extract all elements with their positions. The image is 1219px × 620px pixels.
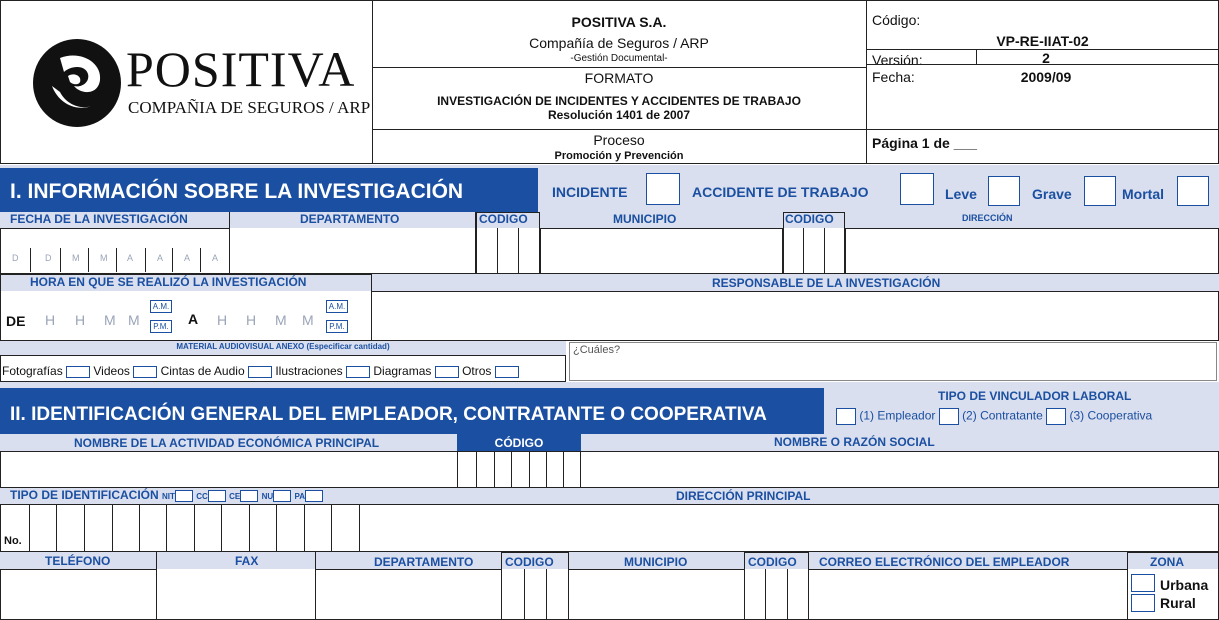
departamento-field[interactable]: [229, 212, 476, 274]
date-sep-6: [172, 248, 173, 272]
razon-field[interactable]: [580, 451, 1219, 488]
cuales-label: ¿Cuáles?: [573, 344, 621, 356]
positiva-logo-icon: [30, 36, 124, 130]
proceso-label: Proceso: [593, 132, 645, 148]
direccion-field[interactable]: [845, 228, 1219, 274]
time1-h2: H: [75, 312, 86, 328]
codigo2-field[interactable]: [783, 212, 845, 274]
diagramas-label: Diagramas: [373, 364, 432, 378]
time1-pm[interactable]: P.M.: [150, 320, 172, 333]
nu-checkbox[interactable]: [273, 490, 291, 502]
version-underline: [866, 64, 1219, 65]
time2-m2: M: [302, 312, 314, 328]
hora-field[interactable]: [0, 274, 372, 341]
time1-h1: H: [45, 312, 56, 328]
pagina-label: Página 1 de ___: [872, 135, 978, 151]
tipo-id-header: TIPO DE IDENTIFICACIÓN: [10, 488, 159, 502]
date-char-d2: D: [45, 253, 52, 263]
material-row: [2, 364, 519, 378]
id-sep-6: [166, 504, 167, 552]
videos-label: Videos: [93, 364, 130, 378]
codigo3-s2-sep-2: [787, 569, 788, 620]
grave-checkbox[interactable]: [1084, 176, 1116, 206]
tipo-vinc-row: [836, 408, 1152, 425]
id-number-field[interactable]: [0, 504, 360, 552]
codigo2-sep-2: [824, 228, 825, 274]
municipio-header: MUNICIPIO: [613, 212, 677, 226]
id-sep-1: [29, 504, 30, 552]
id-sep-2: [56, 504, 57, 552]
date-char-a1: A: [127, 253, 134, 263]
formato-label: FORMATO: [584, 70, 654, 86]
zona-header: ZONA: [1150, 555, 1184, 569]
cuales-field[interactable]: [569, 342, 1217, 381]
id-sep-5: [139, 504, 140, 552]
version-value: 2: [1042, 50, 1050, 66]
fecha-label: Fecha:: [872, 69, 915, 85]
fecha-value: 2009/09: [1020, 69, 1072, 85]
otros-count[interactable]: [495, 366, 519, 378]
nit-checkbox[interactable]: [175, 490, 193, 502]
date-char-a2: A: [157, 253, 164, 263]
contratante-checkbox[interactable]: [939, 408, 959, 425]
pa-label: PA: [294, 492, 306, 501]
grave-label: Grave: [1032, 186, 1072, 202]
hora-header: HORA EN QUE SE REALIZÓ LA INVESTIGACIÓN: [30, 275, 307, 289]
videos-count[interactable]: [133, 366, 157, 378]
codigo-sep-1: [497, 228, 498, 274]
id-sep-11: [304, 504, 305, 552]
codigo-s2-sep-1: [476, 451, 477, 488]
date-chars: [0, 248, 230, 272]
ilustraciones-label: Ilustraciones: [275, 364, 343, 378]
codigo3-s2-field[interactable]: [744, 552, 809, 620]
gestion-documental: -Gestión Documental-: [570, 53, 668, 64]
ce-label: CE: [229, 492, 241, 501]
header-hline-2: [372, 129, 1219, 130]
id-sep-7: [194, 504, 195, 552]
codigo-s2-sep-2: [494, 451, 495, 488]
codigo-value: VP-RE-IIAT-02: [996, 33, 1089, 49]
accidente-label: ACCIDENTE DE TRABAJO: [692, 184, 869, 200]
diagramas-count[interactable]: [435, 366, 459, 378]
cintas-label: Cintas de Audio: [160, 364, 245, 378]
id-sep-8: [221, 504, 222, 552]
fotografias-count[interactable]: [66, 366, 90, 378]
mortal-checkbox[interactable]: [1177, 176, 1209, 206]
contratante-label: (2) Contratante: [962, 408, 1043, 423]
departamento-header: DEPARTAMENTO: [300, 212, 400, 226]
date-char-a4: A: [212, 253, 219, 263]
no-label: No.: [4, 535, 22, 547]
telefono-field[interactable]: [0, 569, 157, 620]
form-title: INVESTIGACIÓN DE INCIDENTES Y ACCIDENTES DE TRABAJO: [437, 94, 801, 108]
codigo-field[interactable]: [476, 212, 540, 274]
date-sep-3: [88, 248, 89, 272]
date-sep-1: [30, 248, 31, 272]
correo-header: CORREO ELECTRÓNICO DEL EMPLEADOR: [819, 555, 1070, 569]
codigo2-s2-sep-2: [546, 569, 547, 620]
fax-header: FAX: [235, 554, 259, 568]
material-header: MATERIAL AUDIOVISUAL ANEXO (Especificar cantidad): [176, 342, 390, 351]
time2-am[interactable]: A.M.: [326, 300, 348, 313]
id-sep-9: [249, 504, 250, 552]
codigo-s2-sep-5: [546, 451, 547, 488]
responsable-field[interactable]: [371, 291, 1219, 341]
departamento-s2-header: DEPARTAMENTO: [374, 555, 474, 569]
cooperativa-checkbox[interactable]: [1046, 408, 1066, 425]
incidente-checkbox[interactable]: [646, 173, 680, 205]
de-label: DE: [6, 313, 26, 329]
accidente-checkbox[interactable]: [900, 173, 934, 205]
actividad-field[interactable]: [0, 451, 458, 488]
municipio-field[interactable]: [540, 228, 783, 274]
codigo3-s2-header: CODIGO: [748, 555, 797, 569]
telefono-header: TELÉFONO: [45, 554, 111, 568]
time2-pm[interactable]: P.M.: [326, 320, 348, 333]
date-char-m2: M: [100, 253, 108, 263]
date-sep-2: [60, 248, 61, 272]
date-char-a3: A: [184, 253, 191, 263]
date-char-m1: M: [72, 253, 80, 263]
codigo-header: CODIGO: [479, 212, 528, 226]
cooperativa-label: (3) Cooperativa: [1069, 408, 1153, 423]
correo-field[interactable]: [808, 569, 1128, 620]
departamento-s2-field[interactable]: [315, 569, 502, 620]
municipio-s2-header: MUNICIPIO: [624, 555, 688, 569]
codigo-label: Código:: [872, 12, 921, 28]
codigo-sep-2: [518, 228, 519, 274]
header-divider-2: [866, 0, 867, 164]
municipio-s2-field[interactable]: [568, 569, 745, 620]
codigo-s2-header: CÓDIGO: [494, 436, 544, 450]
leve-checkbox[interactable]: [988, 176, 1020, 206]
codigo-s2-sep-4: [529, 451, 530, 488]
time2-h1: H: [217, 312, 228, 328]
tipo-vinc-header: TIPO DE VINCULADOR LABORAL: [938, 389, 1132, 403]
cintas-count[interactable]: [248, 366, 272, 378]
logo-subtitle: COMPAÑIA DE SEGUROS / ARP: [128, 98, 371, 117]
nu-label: NU: [261, 492, 274, 501]
codigo2-s2-sep-1: [524, 569, 525, 620]
id-sep-12: [331, 504, 332, 552]
time1-m1: M: [104, 312, 116, 328]
mortal-label: Mortal: [1122, 186, 1164, 202]
header-hline-1: [372, 67, 866, 68]
urbana-checkbox[interactable]: [1131, 574, 1155, 592]
date-char-d1: D: [12, 253, 19, 263]
codigo2-s2-header: CODIGO: [505, 555, 554, 569]
dir-principal-field[interactable]: [359, 504, 1219, 552]
logo-word: POSITIVA: [126, 41, 356, 97]
id-sep-3: [84, 504, 85, 552]
incidente-label: INCIDENTE: [552, 184, 628, 200]
section1-title: I. INFORMACIÓN SOBRE LA INVESTIGACIÓN: [10, 180, 464, 203]
direccion-header: DIRECCIÓN: [962, 213, 1013, 223]
cc-checkbox[interactable]: [208, 490, 226, 502]
pa-checkbox[interactable]: [305, 490, 323, 502]
codigo-s2-sep-6: [563, 451, 564, 488]
codigo3-s2-sep-1: [765, 569, 766, 620]
ce-checkbox[interactable]: [240, 490, 258, 502]
codigo2-s2-field[interactable]: [501, 552, 569, 620]
tipo-id-row: [10, 488, 323, 502]
date-sep-5: [145, 248, 146, 272]
resolucion: Resolución 1401 de 2007: [547, 108, 691, 122]
time1-m2: M: [128, 312, 140, 328]
codigo2-header: CODIGO: [785, 212, 834, 226]
leve-label: Leve: [945, 186, 977, 202]
dir-principal-header: DIRECCIÓN PRINCIPAL: [676, 489, 811, 503]
ilustraciones-count[interactable]: [346, 366, 370, 378]
section2-title: II. IDENTIFICACIÓN GENERAL DEL EMPLEADOR, CONTRATANTE O COOPERATIVA: [10, 404, 767, 425]
a-label: A: [188, 311, 199, 327]
urbana-label: Urbana: [1160, 577, 1209, 593]
cc-label: CC: [196, 492, 208, 501]
version-label: Versión:: [872, 52, 923, 68]
empleador-label: (1) Empleador: [859, 408, 936, 423]
time2-m1: M: [275, 312, 287, 328]
empleador-checkbox[interactable]: [836, 408, 856, 425]
fotografias-label: Fotografías: [2, 364, 63, 378]
otros-label: Otros: [462, 364, 492, 378]
company-name: POSITIVA S.A.: [571, 14, 667, 30]
rural-label: Rural: [1160, 595, 1196, 611]
codigo2-sep-1: [803, 228, 804, 274]
actividad-header: NOMBRE DE LA ACTIVIDAD ECONÓMICA PRINCIPAL: [74, 436, 380, 450]
id-sep-10: [276, 504, 277, 552]
responsable-header: RESPONSABLE DE LA INVESTIGACIÓN: [712, 276, 941, 290]
fax-field[interactable]: [156, 552, 316, 620]
company-subtitle: Compañía de Seguros / ARP: [529, 35, 709, 51]
proceso-value: Promoción y Prevención: [554, 150, 684, 162]
codigo-s2-sep-3: [511, 451, 512, 488]
razon-header: NOMBRE O RAZÓN SOCIAL: [774, 435, 935, 449]
date-sep-7: [200, 248, 201, 272]
nit-label: NIT: [162, 492, 175, 501]
company-logo: [30, 36, 371, 136]
time1-am[interactable]: A.M.: [150, 300, 172, 313]
fecha-inv-header: FECHA DE LA INVESTIGACIÓN: [10, 212, 188, 226]
time2-h2: H: [246, 312, 257, 328]
date-sep-4: [116, 248, 117, 272]
id-sep-4: [112, 504, 113, 552]
rural-checkbox[interactable]: [1131, 594, 1155, 612]
